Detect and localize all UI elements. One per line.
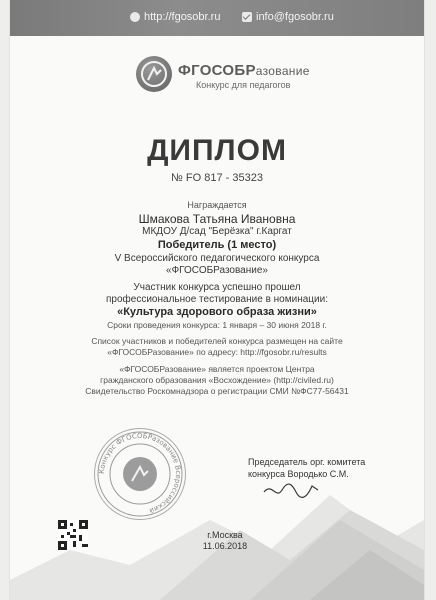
project-line-1: «ФГОСОБРазование» является проектом Центра (119, 364, 315, 374)
site-link[interactable] (130, 11, 220, 23)
test-line-1: Участник конкурса успешно прошел (133, 282, 301, 293)
logo-emblem (136, 56, 172, 92)
globe-icon (130, 12, 140, 22)
diploma-title: ДИПЛОМ (147, 134, 287, 167)
project-line-3: Свидетельство Роскомнадзора о регистрации СМИ №ФС77-56431 (85, 386, 349, 396)
stamp-seal (94, 428, 186, 520)
city: г.Москва (207, 530, 243, 540)
results-line-2: «ФГОСОБРазование» по адресу: http://fgosobr.ru/results (107, 347, 327, 357)
logo (136, 56, 336, 106)
signatory-title: Председатель орг. комитета (248, 457, 366, 467)
logo-name: ФГОСОБРазование (178, 62, 310, 79)
issue-date: 11.06.2018 (202, 541, 248, 551)
diploma-page (10, 0, 424, 600)
mountains-decoration (10, 400, 424, 600)
diploma-number: № FO 817 - 35323 (171, 172, 263, 184)
email-link[interactable] (242, 11, 334, 23)
qr-code[interactable] (58, 520, 88, 550)
contest-line-1: V Всероссийского педагогического конкурса (114, 253, 320, 264)
place-date (180, 530, 270, 552)
signatory-name: конкурса Вородько С.М. (248, 469, 349, 479)
handwritten-signature (262, 478, 322, 504)
email-address: info@fgosobr.ru (256, 11, 334, 23)
award-place: Победитель (1 место) (157, 239, 277, 251)
logo-tagline: Конкурс для педагогов (196, 80, 291, 90)
project-line-2: гражданского образования «Восхождение» (http://civiled.ru) (100, 375, 334, 385)
envelope-icon (242, 12, 252, 22)
contest-line-2: «ФГОСОБРазование» (166, 265, 268, 276)
header-band (10, 0, 424, 36)
svg-text:Конкурс ФГОСОБРазование Всерос: Конкурс ФГОСОБРазование Всероссийский (97, 431, 183, 515)
contest-dates: Сроки проведения конкурса: 1 января – 30 июня 2018 г. (107, 320, 327, 330)
test-line-2: профессиональное тестирование в номинации: (106, 294, 328, 305)
results-line-1: Список участников и победителей конкурса размещен на сайте (91, 336, 343, 346)
signatory (248, 456, 365, 480)
organization: МКДОУ Д/сад "Берёзка" г.Каргат (142, 226, 292, 237)
nomination: «Культура здорового образа жизни» (117, 306, 317, 318)
awarded-label: Награждается (187, 200, 247, 210)
site-url: http://fgosobr.ru (144, 11, 221, 23)
recipient-name: Шмакова Татьяна Ивановна (138, 212, 296, 226)
